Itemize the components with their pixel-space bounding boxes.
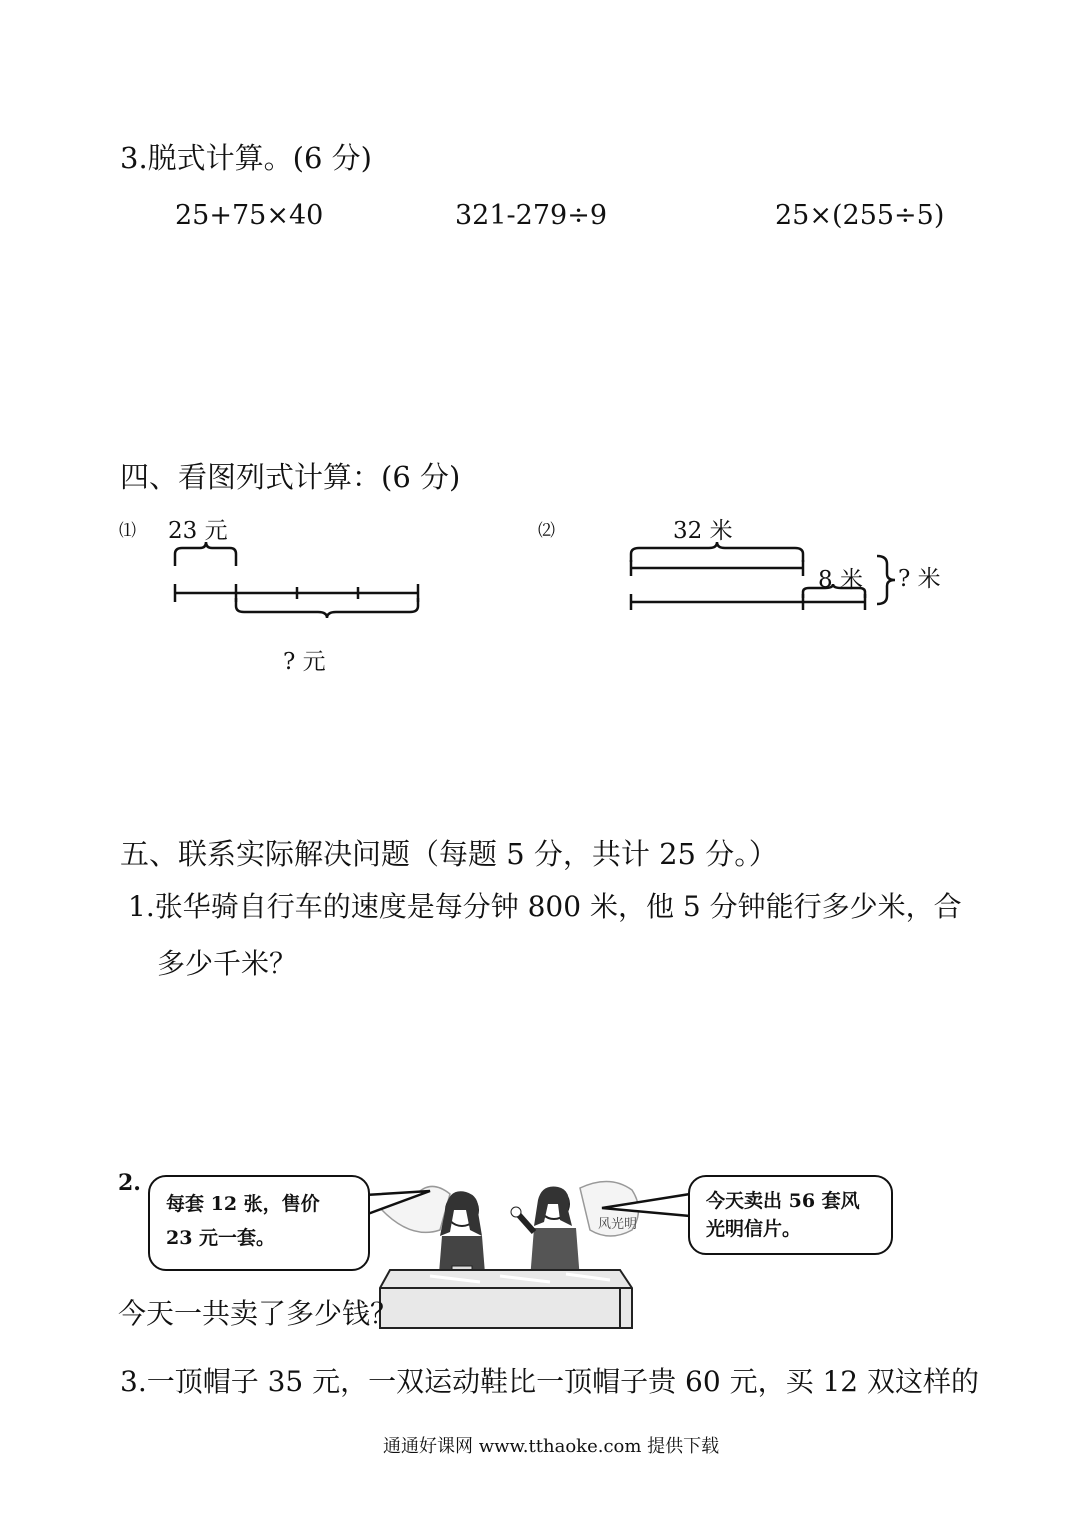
figure-2-top-brace — [631, 542, 803, 562]
figure-1-diagram — [170, 540, 430, 620]
expression-1: 25+75×40 — [175, 200, 324, 231]
question-2-text: 今天一共卖了多少钱？ — [118, 1297, 399, 1330]
section5-title: 五、联系实际解决问题（每题 5 分，共计 25 分。） — [120, 837, 778, 871]
footer-text: 通通好课网 www.tthaoke.com 提供下载 — [383, 1436, 720, 1457]
figure-1-number: ⑴ — [119, 521, 136, 541]
sign-text: 风光明 — [598, 1217, 638, 1232]
section3-title: 3.脱式计算。(6 分) — [120, 141, 372, 175]
figure-2-mid-label: 8 米 — [818, 567, 863, 593]
left-bubble-tail — [365, 1185, 485, 1245]
figure-2-diagram — [625, 540, 925, 620]
figure-2-top-label: 32 米 — [673, 518, 733, 544]
section4-title: 四、看图列式计算：(6 分) — [120, 460, 461, 494]
question-2-number: 2. — [118, 1170, 141, 1196]
expression-2: 321-279÷9 — [455, 200, 607, 231]
figure-2-right-brace — [877, 556, 895, 604]
figure-1-top-brace — [175, 542, 236, 566]
question-1-line-1: 1.张华骑自行车的速度是每分钟 800 米，他 5 分钟能行多少米，合 — [128, 890, 962, 923]
figure-2-number: ⑵ — [538, 521, 555, 541]
figure-1-bottom-label: ? 元 — [283, 649, 326, 675]
speech-bubble-right: 今天卖出 56 套风光明信片。 — [688, 1175, 893, 1255]
figure-1-bottom-brace — [236, 598, 418, 618]
question-3-line-1: 3.一顶帽子 35 元，一双运动鞋比一顶帽子贵 60 元，买 12 双这样的 — [120, 1365, 980, 1398]
question-1-line-2: 多少千米？ — [157, 947, 298, 980]
expression-3: 25×(255÷5) — [775, 200, 945, 231]
figure-2-right-label: ? 米 — [898, 566, 941, 592]
figure-1-top-label: 23 元 — [168, 518, 228, 544]
speech-bubble-left: 每套 12 张，售价 23 元一套。 — [148, 1175, 370, 1271]
